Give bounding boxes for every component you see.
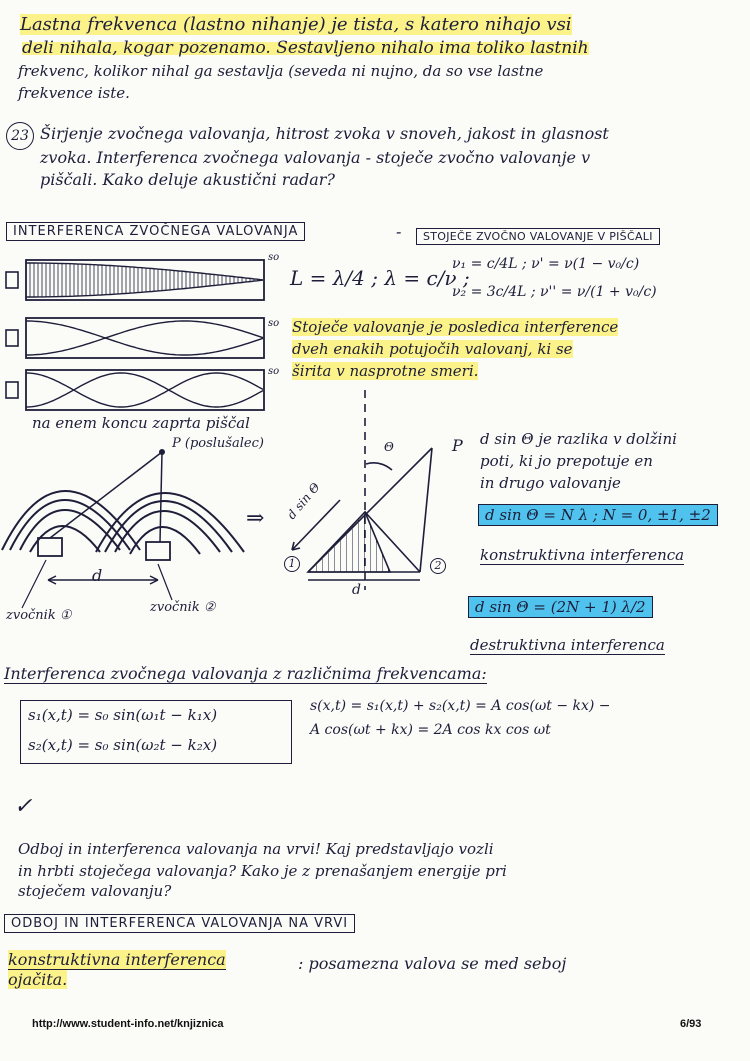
section-title-interference: INTERFERENCA ZVOČNEGA VALOVANJA [6, 222, 305, 241]
formula-nu2: ν₂ = 3c/4L ; ν'' = ν/(1 + v₀/c) [452, 284, 657, 300]
speaker-icon [6, 330, 18, 346]
intro-line-2 [22, 38, 589, 58]
last-label [8, 950, 226, 969]
speaker-1-label: zvočnik ① [6, 608, 72, 623]
section2-title: Interferenca zvočnega valovanja z različnima frekvencama: [4, 664, 487, 683]
intro-line-1 [20, 14, 572, 35]
source-1-label: 1 [284, 556, 300, 572]
section3-title: ODBOJ IN INTERFERENCA VALOVANJA NA VRVI [4, 914, 355, 933]
tube-label-so-3: so [268, 366, 280, 377]
standing-line-1-text: Stoječe valovanje je posledica interference [292, 318, 619, 336]
baseline-d-label: d [352, 582, 361, 598]
distance-label: d [92, 566, 103, 585]
intro-line-4: frekvence iste. [18, 84, 130, 102]
last-label-text: konstruktivna interferenca [8, 950, 226, 969]
speaker-icon [6, 382, 18, 398]
formula-nu1: ν₁ = c/4L ; ν' = ν(1 − v₀/c) [452, 256, 640, 272]
question-23-line-3: piščali. Kako deluje akustični radar? [40, 170, 335, 189]
theta-label: Θ [384, 440, 394, 454]
question-24-line-1: Odboj in interferenca valovanja na vrvi! Kaj predstavljajo vozli [18, 840, 494, 858]
path-diff-line-1: d sin Θ je razlika v dolžini [480, 430, 677, 448]
footer-page-number: 6/93 [680, 1018, 702, 1030]
path-diff-line-2: poti, ki jo prepotuje en [480, 452, 653, 470]
path-diff-line-3: in drugo valovanje [480, 474, 621, 492]
point-p-label: P [452, 436, 463, 455]
intro-line-2-text: deli nihala, kogar pozenamo. Sestavljeno nihalo ima toliko lastnih [22, 38, 589, 58]
footer-url[interactable]: http://www.student-info.net/knjiznica [32, 1018, 224, 1030]
standing-line-2-text: dveh enakih potujočih valovanj, ki se [292, 340, 573, 358]
standing-wave-envelope [26, 263, 263, 280]
section-title-dash: - [396, 222, 402, 241]
section-title-standing-wave: STOJEČE ZVOČNO VALOVANJE V PIŠČALI [416, 228, 660, 245]
last-line-2-text: ojačita. [8, 970, 68, 989]
question-23-number: 23 [6, 122, 34, 150]
intro-line-1-text: Lastna frekvenca (lastno nihanje) je tista, s katero nihajo vsi [20, 14, 572, 35]
standing-line-1 [292, 318, 618, 336]
wave-eq-1: s₁(x,t) = s₀ sin(ω₁t − k₁x) [28, 706, 218, 724]
wave-sum-1: s(x,t) = s₁(x,t) + s₂(x,t) = A cos(ωt − kx) − [310, 698, 611, 714]
standing-line-2 [292, 340, 573, 358]
question-24-line-2: in hrbti stoječega valovanja? Kako je z prenašanjem energije pri [18, 862, 507, 880]
question-23-line-2: zvoka. Interferenca zvočnega valovanja - stoječe zvočno valovanje v [40, 148, 591, 167]
speaker-icon [6, 272, 18, 288]
tube-label-so-2: so [268, 318, 280, 329]
constructive-equation: d sin Θ = N λ ; N = 0, ±1, ±2 [478, 504, 718, 526]
wave-sum-2: A cos(ωt + kx) = 2A cos kx cos ωt [310, 722, 551, 738]
tube-label-so-1: so [268, 252, 280, 263]
listener-label: P (poslušalec) [172, 436, 264, 451]
pipe-outline [26, 318, 264, 358]
constructive-label: konstruktivna interferenca [480, 546, 685, 564]
pipe-outline [26, 370, 264, 410]
pipe-caption: na enem koncu zaprta piščal [32, 414, 250, 432]
dsin-label: d sin Θ [284, 480, 323, 522]
destructive-equation: d sin Θ = (2N + 1) λ/2 [468, 596, 653, 618]
last-line-2 [8, 970, 67, 989]
standing-line-3-text: širita v nasprotne smeri. [292, 362, 479, 380]
last-line-1: : posamezna valova se med seboj [298, 954, 567, 973]
question-23-line-1: Širjenje zvočnega valovanja, hitrost zvoka v snoveh, jakost in glasnost [40, 124, 609, 143]
question-24-line-3: stoječem valovanju? [18, 882, 172, 900]
standing-line-3 [292, 362, 478, 380]
pipe-diagrams [4, 252, 274, 420]
formula-length: L = λ/4 ; λ = c/ν ; [290, 266, 470, 290]
standing-wave-envelope [26, 280, 263, 297]
source-2-label: 2 [430, 558, 446, 574]
destructive-label: destruktivna interferenca [470, 636, 665, 654]
arrow-implies: ⇒ [246, 506, 265, 531]
intro-line-3: frekvenc, kolikor nihal ga sestavlja (seveda ni nujno, da so vse lastne [18, 62, 544, 80]
checkmark: ✓ [14, 794, 33, 819]
wave-eq-2: s₂(x,t) = s₀ sin(ω₂t − k₂x) [28, 736, 218, 754]
speaker-2-label: zvočnik ② [150, 600, 216, 615]
path-difference-diagram [280, 390, 450, 630]
